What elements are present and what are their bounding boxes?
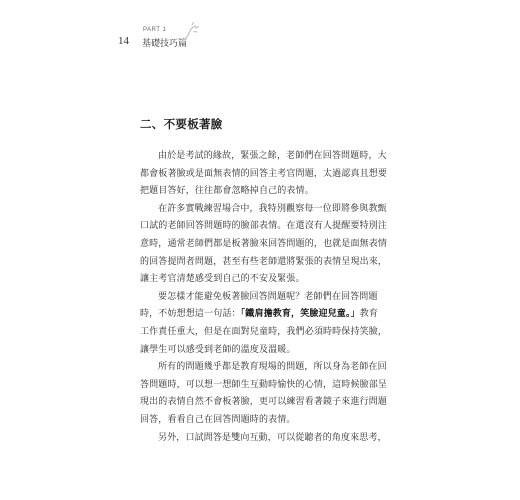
text-line xyxy=(140,306,398,324)
body-text xyxy=(140,148,398,447)
text-line: 現出的表情自然不會板著臉，更可以練習看著鏡子來進行問題 xyxy=(140,397,388,408)
text-line: 在許多實戰練習場合中，我特別觀察每一位即將參與教甄 xyxy=(158,203,387,214)
text-line: 回答，看看自己在回答問題時的表情。 xyxy=(140,414,296,425)
section-title: 基礎技巧篇 xyxy=(142,39,188,49)
text-line: 另外，口試問答是雙向互動，可以從聽者的角度來思考， xyxy=(158,432,387,443)
text-line: 都會板著臉或是面無表情的回答主考官問題，太過認真且想要 xyxy=(140,168,388,179)
text-line: 意時，通常老師們都是板著臉來回答問題的，也就是面無表情 xyxy=(140,238,388,249)
text-line: 工作責任重大，但是在面對兒童時，我們必須時時保持笑臉， xyxy=(140,326,388,337)
quote-highlight: 「鐵肩擔教育，笑臉迎兒童。」 xyxy=(240,309,360,320)
paragraph xyxy=(140,201,398,289)
text-line: 答問題時，可以想一想師生互動時愉快的心情，這時候臉部呈 xyxy=(140,379,388,390)
paragraph xyxy=(140,430,398,448)
section-heading: 二、不要板著臉 xyxy=(140,117,223,131)
text-segment: 教育 xyxy=(359,309,379,320)
paragraph xyxy=(140,148,398,201)
text-line: 由於是考試的緣故，緊張之餘，老師們在回答問題時，大 xyxy=(158,151,387,161)
page-number: 14 xyxy=(118,35,129,47)
text-line: 口試的老師回答問題時的臉部表情。在還沒有人提醒要特別注 xyxy=(140,221,388,232)
text-line: 的回答提問者問題，甚至有些老師還將緊張的表情呈現出來， xyxy=(140,256,388,267)
text-line: 把題目答好，往往都會忽略掉自己的表情。 xyxy=(140,186,314,197)
text-line: 所有的問題幾乎都是教育現場的問題，所以身為老師在回 xyxy=(158,362,387,373)
text-line: 要怎樣才能避免板著臉回答問題呢？老師們在回答問題 xyxy=(158,291,378,302)
text-line: 讓學生可以感受到老師的溫度及溫暖。 xyxy=(140,344,296,355)
paragraph xyxy=(140,289,398,359)
text-line: 讓主考官清楚感受到自己的不安及緊張。 xyxy=(140,274,305,285)
sparkle-decoration-icon xyxy=(178,22,200,44)
text-segment: 時，不妨想想這一句話： xyxy=(140,309,241,320)
part-label: PART 1 xyxy=(143,27,167,33)
paragraph xyxy=(140,359,398,429)
